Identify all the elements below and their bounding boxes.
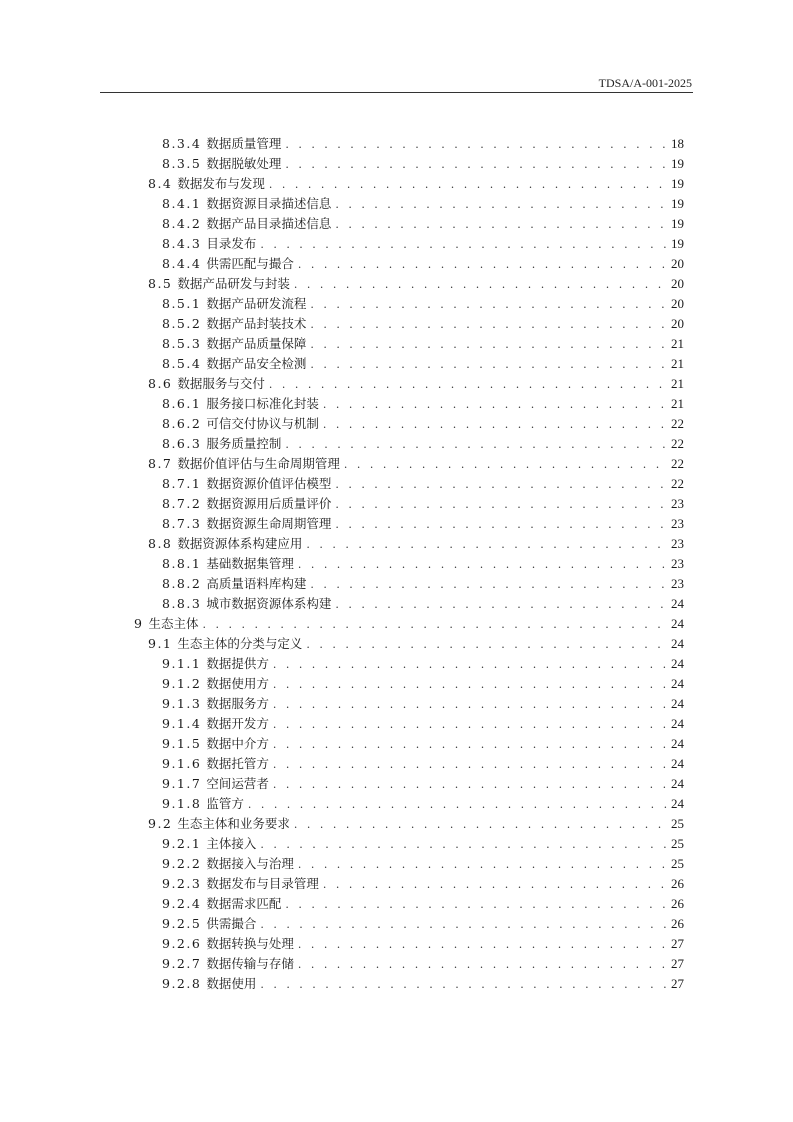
toc-section-title: 目录发布: [206, 236, 257, 251]
toc-section-title: 数据服务与交付: [177, 376, 265, 391]
toc-entry[interactable]: [0, 574, 793, 594]
toc-page-number: 24: [671, 616, 684, 631]
toc-page-number: 20: [671, 296, 684, 311]
toc-entry[interactable]: [0, 914, 793, 934]
toc-dot-leader: [298, 255, 667, 275]
toc-section-number: 9.2.7: [162, 956, 202, 971]
toc-section-title: 数据质量管理: [206, 136, 282, 151]
toc-entry[interactable]: [0, 434, 793, 454]
toc-page-number: 22: [671, 416, 684, 431]
toc-page-number: 21: [671, 336, 684, 351]
toc-page-number: 22: [671, 476, 684, 491]
toc-section-number: 9.2.3: [162, 876, 202, 891]
toc-entry[interactable]: [0, 814, 793, 834]
toc-entry[interactable]: [0, 474, 793, 494]
toc-section-title: 数据中介方: [206, 736, 269, 751]
toc-page-number: 19: [671, 156, 684, 171]
toc-section-number: 9.1.5: [162, 736, 202, 751]
toc-entry[interactable]: [0, 854, 793, 874]
toc-entry[interactable]: [0, 634, 793, 654]
toc-section-number: 8.3.4: [162, 136, 202, 151]
toc-entry[interactable]: [0, 174, 793, 194]
toc-dot-leader: [273, 775, 667, 795]
toc-section-title: 生态主体: [148, 616, 199, 631]
toc-entry[interactable]: [0, 654, 793, 674]
toc-section-title: 生态主体和业务要求: [177, 816, 290, 831]
toc-entry[interactable]: [0, 334, 793, 354]
toc-page-number: 23: [671, 496, 684, 511]
header-divider: [100, 92, 693, 93]
toc-page-number: 24: [671, 596, 684, 611]
toc-section-title: 数据传输与存储: [206, 956, 294, 971]
toc-dot-leader: [260, 915, 667, 935]
toc-section-number: 8.5.2: [162, 316, 202, 331]
toc-section-title: 数据提供方: [206, 656, 269, 671]
toc-section-title: 数据资源体系构建应用: [177, 536, 303, 551]
toc-entry[interactable]: [0, 894, 793, 914]
toc-dot-leader: [310, 295, 667, 315]
toc-section-title: 数据产品研发与封装: [177, 276, 290, 291]
toc-section-title: 供需撮合: [206, 916, 257, 931]
toc-entry[interactable]: [0, 594, 793, 614]
toc-entry[interactable]: [0, 934, 793, 954]
toc-page-number: 19: [671, 176, 684, 191]
toc-page-number: 20: [671, 276, 684, 291]
toc-section-number: 8.6.2: [162, 416, 202, 431]
toc-section-number: 8.4: [148, 176, 173, 191]
toc-section-title: 数据开发方: [206, 716, 269, 731]
toc-section-title: 数据价值评估与生命周期管理: [177, 456, 340, 471]
toc-dot-leader: [335, 515, 667, 535]
toc-page-number: 19: [671, 236, 684, 251]
toc-section-number: 8.7.1: [162, 476, 202, 491]
toc-page-number: 20: [671, 316, 684, 331]
toc-page-number: 25: [671, 816, 684, 831]
toc-section-number: 9.2.5: [162, 916, 202, 931]
toc-section-number: 9.1.8: [162, 796, 202, 811]
toc-section-number: 8.7.3: [162, 516, 202, 531]
toc-entry[interactable]: [0, 714, 793, 734]
toc-entry[interactable]: [0, 974, 793, 994]
toc-section-number: 9.1.7: [162, 776, 202, 791]
toc-section-number: 9.1.3: [162, 696, 202, 711]
toc-section-title: 数据发布与发现: [177, 176, 265, 191]
toc-dot-leader: [306, 535, 667, 555]
toc-section-title: 数据使用方: [206, 676, 269, 691]
toc-section-number: 8.5.4: [162, 356, 202, 371]
toc-section-title: 数据资源生命周期管理: [206, 516, 332, 531]
toc-entry[interactable]: [0, 674, 793, 694]
toc-dot-leader: [202, 615, 667, 635]
toc-page-number: 23: [671, 556, 684, 571]
toc-section-title: 数据产品封装技术: [206, 316, 307, 331]
toc-section-number: 8.5.1: [162, 296, 202, 311]
toc-page-number: 25: [671, 836, 684, 851]
toc-section-title: 可信交付协议与机制: [206, 416, 319, 431]
toc-page-number: 25: [671, 856, 684, 871]
toc-entry[interactable]: [0, 414, 793, 434]
toc-entry[interactable]: [0, 614, 793, 634]
toc-section-title: 空间运营者: [206, 776, 269, 791]
toc-dot-leader: [273, 655, 667, 675]
toc-section-title: 服务质量控制: [206, 436, 282, 451]
toc-section-title: 数据资源用后质量评价: [206, 496, 332, 511]
toc-section-title: 数据资源目录描述信息: [206, 196, 332, 211]
toc-entry[interactable]: [0, 274, 793, 294]
toc-entry[interactable]: [0, 514, 793, 534]
toc-page-number: 24: [671, 756, 684, 771]
toc-section-number: 9.1: [148, 636, 173, 651]
toc-section-number: 8.8: [148, 536, 173, 551]
toc-entry[interactable]: [0, 294, 793, 314]
toc-dot-leader: [298, 935, 667, 955]
toc-dot-leader: [285, 135, 667, 155]
toc-dot-leader: [273, 715, 667, 735]
toc-dot-leader: [248, 795, 667, 815]
toc-page-number: 21: [671, 376, 684, 391]
toc-dot-leader: [294, 275, 667, 295]
toc-page-number: 24: [671, 716, 684, 731]
toc-page-number: 22: [671, 456, 684, 471]
toc-page-number: 24: [671, 776, 684, 791]
toc-page-number: 24: [671, 696, 684, 711]
toc-entry[interactable]: [0, 874, 793, 894]
toc-section-number: 8.5.3: [162, 336, 202, 351]
toc-section-title: 供需匹配与撮合: [206, 256, 294, 271]
toc-section-title: 数据发布与目录管理: [206, 876, 319, 891]
toc-dot-leader: [323, 395, 667, 415]
toc-entry[interactable]: [0, 554, 793, 574]
toc-dot-leader: [285, 895, 667, 915]
toc-dot-leader: [260, 835, 667, 855]
toc-section-title: 数据产品质量保障: [206, 336, 307, 351]
toc-page-number: 27: [671, 976, 684, 991]
toc-section-number: 8.8.2: [162, 576, 202, 591]
toc-entry[interactable]: [0, 214, 793, 234]
toc-dot-leader: [298, 855, 667, 875]
toc-section-number: 9.2.2: [162, 856, 202, 871]
toc-dot-leader: [310, 355, 667, 375]
toc-section-title: 数据托管方: [206, 756, 269, 771]
toc-dot-leader: [273, 735, 667, 755]
toc-section-title: 数据脱敏处理: [206, 156, 282, 171]
toc-dot-leader: [335, 495, 667, 515]
toc-dot-leader: [269, 375, 667, 395]
toc-section-number: 8.7.2: [162, 496, 202, 511]
toc-page-number: 18: [671, 136, 684, 151]
toc-section-number: 8.8.3: [162, 596, 202, 611]
toc-entry[interactable]: [0, 494, 793, 514]
toc-section-title: 主体接入: [206, 836, 257, 851]
toc-entry[interactable]: [0, 454, 793, 474]
toc-dot-leader: [273, 755, 667, 775]
toc-page-number: 19: [671, 196, 684, 211]
toc-dot-leader: [335, 475, 667, 495]
toc-section-number: 9.2.6: [162, 936, 202, 951]
toc-entry[interactable]: [0, 254, 793, 274]
toc-dot-leader: [269, 175, 667, 195]
toc-entry[interactable]: [0, 794, 793, 814]
toc-dot-leader: [298, 555, 667, 575]
toc-section-number: 9.2: [148, 816, 173, 831]
toc-dot-leader: [294, 815, 667, 835]
toc-section-number: 8.6: [148, 376, 173, 391]
toc-page-number: 23: [671, 576, 684, 591]
toc-section-number: 8.4.1: [162, 196, 202, 211]
toc-section-title: 数据资源价值评估模型: [206, 476, 332, 491]
toc-dot-leader: [323, 875, 667, 895]
toc-section-number: 8.6.3: [162, 436, 202, 451]
toc-entry[interactable]: [0, 374, 793, 394]
toc-dot-leader: [344, 455, 667, 475]
toc-section-title: 数据服务方: [206, 696, 269, 711]
toc-page-number: 21: [671, 396, 684, 411]
toc-entry[interactable]: [0, 954, 793, 974]
toc-section-title: 服务接口标准化封装: [206, 396, 319, 411]
toc-page-number: 19: [671, 216, 684, 231]
toc-page-number: 24: [671, 736, 684, 751]
toc-section-title: 生态主体的分类与定义: [177, 636, 303, 651]
toc-section-title: 数据接入与治理: [206, 856, 294, 871]
toc-section-number: 9.2.8: [162, 976, 202, 991]
toc-section-number: 9.1.2: [162, 676, 202, 691]
toc-entry[interactable]: [0, 394, 793, 414]
toc-section-number: 9.1.6: [162, 756, 202, 771]
toc-page-number: 22: [671, 436, 684, 451]
toc-section-number: 8.6.1: [162, 396, 202, 411]
toc-section-title: 数据需求匹配: [206, 896, 282, 911]
toc-entry[interactable]: [0, 354, 793, 374]
toc-dot-leader: [323, 415, 667, 435]
toc-dot-leader: [273, 695, 667, 715]
toc-page-number: 24: [671, 676, 684, 691]
toc-dot-leader: [285, 155, 667, 175]
toc-page-number: 27: [671, 956, 684, 971]
toc-section-title: 监管方: [206, 796, 244, 811]
toc-section-number: 9.1.4: [162, 716, 202, 731]
toc-entry[interactable]: [0, 234, 793, 254]
toc-section-number: 9: [134, 616, 144, 631]
toc-section-number: 9.2.4: [162, 896, 202, 911]
toc-entry[interactable]: [0, 694, 793, 714]
toc-entry[interactable]: [0, 314, 793, 334]
toc-dot-leader: [273, 675, 667, 695]
toc-section-title: 数据使用: [206, 976, 257, 991]
toc-entry[interactable]: [0, 774, 793, 794]
toc-section-number: 8.7: [148, 456, 173, 471]
toc-section-number: 8.3.5: [162, 156, 202, 171]
toc-page-number: 26: [671, 916, 684, 931]
toc-dot-leader: [335, 215, 667, 235]
toc-dot-leader: [335, 195, 667, 215]
toc-section-number: 9.1.1: [162, 656, 202, 671]
toc-dot-leader: [285, 435, 667, 455]
toc-entry[interactable]: [0, 134, 793, 154]
toc-dot-leader: [310, 315, 667, 335]
toc-section-number: 8.4.2: [162, 216, 202, 231]
table-of-contents: [0, 134, 793, 994]
toc-entry[interactable]: [0, 534, 793, 554]
toc-dot-leader: [310, 335, 667, 355]
toc-page-number: 21: [671, 356, 684, 371]
toc-dot-leader: [298, 955, 667, 975]
toc-page-number: 24: [671, 656, 684, 671]
toc-dot-leader: [310, 575, 667, 595]
toc-entry[interactable]: [0, 194, 793, 214]
toc-entry[interactable]: [0, 834, 793, 854]
toc-page-number: 26: [671, 896, 684, 911]
toc-page-number: 27: [671, 936, 684, 951]
toc-entry[interactable]: [0, 154, 793, 174]
toc-dot-leader: [335, 595, 667, 615]
toc-section-number: 8.4.3: [162, 236, 202, 251]
toc-page-number: 26: [671, 876, 684, 891]
toc-section-title: 城市数据资源体系构建: [206, 596, 332, 611]
toc-section-title: 数据产品研发流程: [206, 296, 307, 311]
toc-section-title: 基础数据集管理: [206, 556, 294, 571]
toc-section-number: 8.8.1: [162, 556, 202, 571]
toc-section-title: 数据转换与处理: [206, 936, 294, 951]
toc-section-number: 9.2.1: [162, 836, 202, 851]
toc-entry[interactable]: [0, 734, 793, 754]
toc-page-number: 23: [671, 536, 684, 551]
toc-page-number: 20: [671, 256, 684, 271]
toc-section-title: 数据产品安全检测: [206, 356, 307, 371]
toc-page-number: 24: [671, 796, 684, 811]
toc-page-number: 24: [671, 636, 684, 651]
toc-dot-leader: [260, 975, 667, 995]
toc-section-number: 8.5: [148, 276, 173, 291]
toc-dot-leader: [260, 235, 667, 255]
toc-page-number: 23: [671, 516, 684, 531]
toc-dot-leader: [306, 635, 667, 655]
toc-entry[interactable]: [0, 754, 793, 774]
toc-section-title: 数据产品目录描述信息: [206, 216, 332, 231]
toc-section-title: 高质量语料库构建: [206, 576, 307, 591]
document-code: TDSA/A-001-2025: [598, 76, 692, 90]
toc-section-number: 8.4.4: [162, 256, 202, 271]
